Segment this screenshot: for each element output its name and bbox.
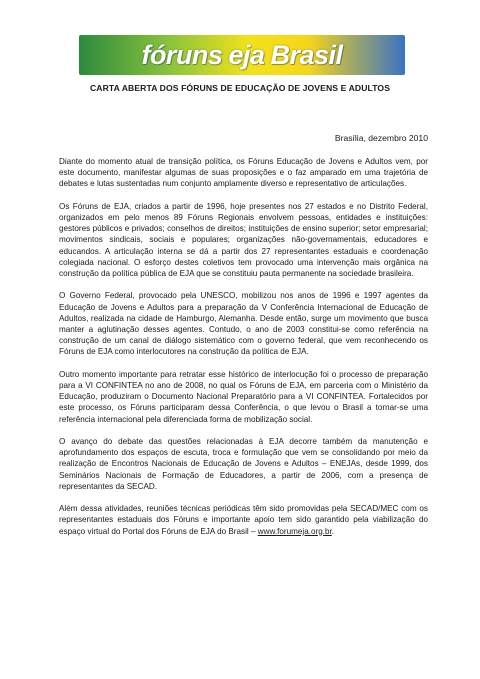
paragraph: O Governo Federal, provocado pela UNESCO, mobilizou nos anos de 1996 e 1997 agentes da Educação de Jovens e Adultos para a preparação da V Conferência Internacional de Educação de Adultos, realizada na cidade de Hamburgo, Alemanha. Desde então, surge um movimento que busca manter a aglutinação desses agentes. Contudo, o ano de 2003 constitui-se como referência na construção de um canal de diálogo sistemático com o governo federal, que vem reconhecendo os Fóruns de EJA como interlocutores na construção da política de EJA. xyxy=(59,291,428,357)
logo-word-brasil: Brasil xyxy=(270,39,343,70)
logo-word-foruns: fóruns xyxy=(141,39,223,70)
paragraph: O avanço do debate das questões relacionadas à EJA decorre também da manutenção e aprofundamento dos espaços de escuta, troca e formulação que vem se consolidando por meio da realização de Encontros Nacionais de Educação de Jovens e Adultos – ENEJAs, desde 1999, dos Seminários Nacionais de Formação de Educadores, a partir de 2006, com a presença de representantes da SECAD. xyxy=(59,437,428,491)
foruns-eja-brasil-logo xyxy=(79,35,405,75)
document-date: Brasília, dezembro 2010 xyxy=(334,133,428,143)
logo-word-eja: eja xyxy=(228,39,265,70)
paragraph: Diante do momento atual de transição política, os Fóruns Educação de Jovens e Adultos vem, por este documento, manifestar algumas de suas proposições e o faz amparado em uma trajetória de debates e lutas sustentadas num conjunto amplamente diverso e representativo de articulações. xyxy=(59,157,428,189)
document-body xyxy=(59,156,428,548)
paragraph-last-text: Além dessa atividades, reuniões técnicas periódicas têm sido promovidas pela SECAD/MEC com os representantes estaduais dos Fóruns e importante apoio tem sido garantido pela viabilização do espaço virtual do Portal dos Fóruns de EJA do Brasil – xyxy=(59,504,428,536)
document-title: CARTA ABERTA DOS FÓRUNS DE EDUCAÇÃO DE JOVENS E ADULTOS xyxy=(89,83,391,93)
paragraph-last-end: . xyxy=(331,526,335,536)
paragraph-last xyxy=(59,503,428,537)
portal-link[interactable]: www.forumeja.org.br xyxy=(257,526,332,536)
logo-wordmark xyxy=(138,40,345,71)
paragraph: Os Fóruns de EJA, criados a partir de 1996, hoje presentes nos 27 estados e no Distrito Federal, organizados em pelo menos 89 Fóruns Regionais envolvem pessoas, entidades e instituições: gestores públicos e privados; conselhos de direitos; instituições de ensino superior; setor empresarial; movimentos sindicais, sociais e populares; organizações não-governamentais, educadores e educandos. A articulação interna se dá a partir dos 27 representantes estaduais e coordenação colegiada nacional. O esforço destes coletivos tem provocado uma intervenção mais orgânica na construção da política pública de EJA que se constituiu pauta permanente na sociedade brasileira. xyxy=(59,201,428,279)
paragraph: Outro momento importante para retratar esse histórico de interlocução foi o processo de preparação para a VI CONFINTEA no ano de 2008, no qual os Fóruns de EJA, em parceria com o Ministério da Educação, produziram o Documento Nacional Preparatório para a VI CONFINTEA. Fortalecidos por este processo, os Fóruns participaram dessa Conferência, o que levou o Brasil a tornar-se uma referência internacional pela diferenciada forma de mobilização social. xyxy=(59,369,428,424)
